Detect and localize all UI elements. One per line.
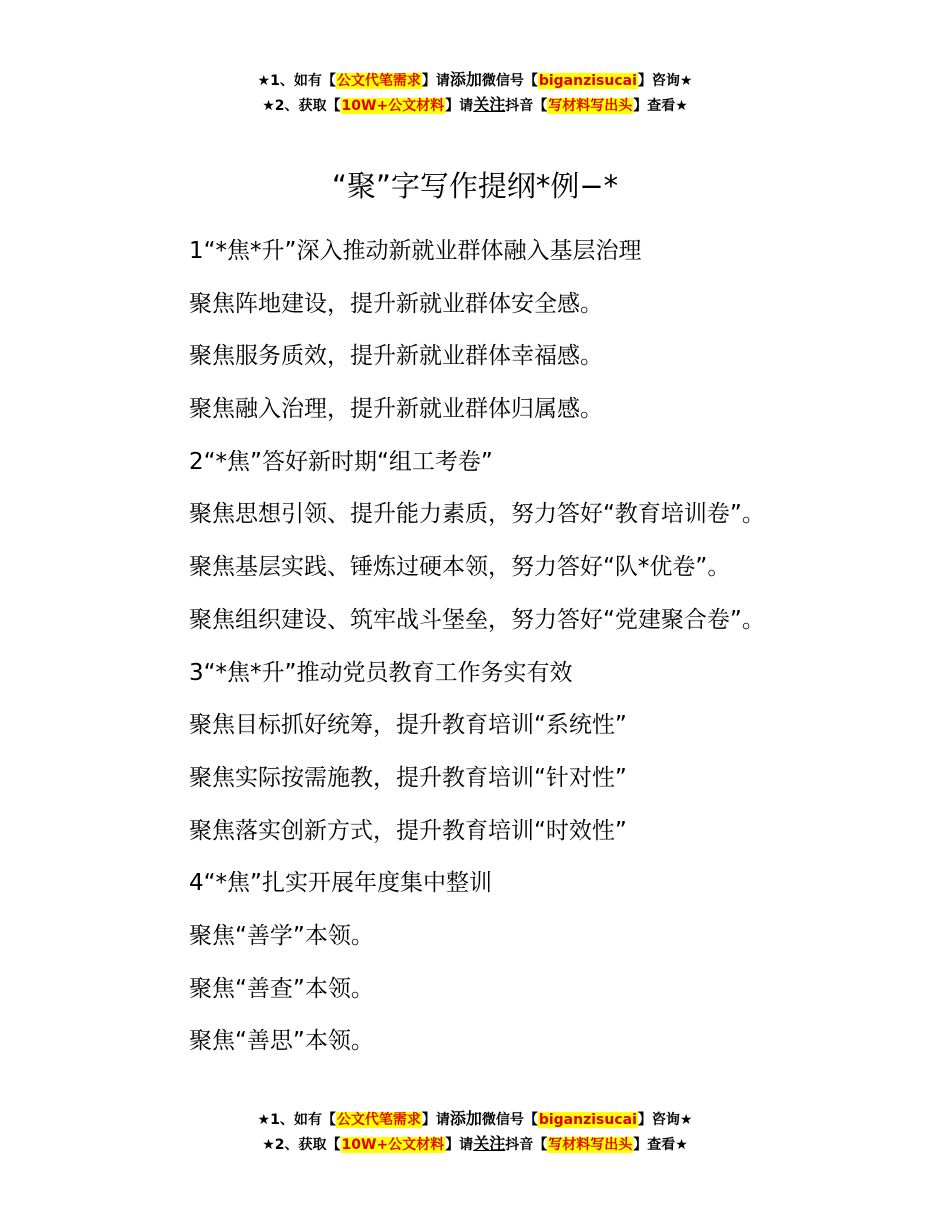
bottom-banner — [0, 1107, 950, 1157]
banner-text: 抖音【 — [505, 98, 548, 114]
banner-text: 】查看★ — [633, 1137, 688, 1153]
banner-line-2 — [0, 93, 950, 118]
document-title: “聚”字写作提纲*例−* — [331, 169, 619, 203]
body-line: 聚焦落实创新方式，提升教育培训“时效性” — [189, 817, 627, 844]
body-line: 聚焦思想引领、提升能力素质，努力答好“教育培训卷”。 — [189, 501, 765, 528]
body-line: 聚焦服务质效，提升新就业群体幸福感。 — [189, 343, 603, 370]
banner-text-emphasis: 添加 — [449, 70, 482, 89]
highlight-wechat-id: biganzisucai — [538, 73, 637, 89]
body-line: 聚焦融入治理，提升新就业群体归属感。 — [189, 396, 603, 423]
banner-text: 抖音【 — [505, 1137, 548, 1153]
banner-line-1 — [0, 68, 950, 93]
highlight-service: 公文代笔需求 — [336, 1112, 421, 1128]
section-heading-4: 4“*焦”扎实开展年度集中整训 — [189, 870, 492, 897]
highlight-douyin-account: 写材料写出头 — [548, 1137, 633, 1153]
banner-line-2 — [0, 1132, 950, 1157]
banner-text: ★1、如有【 — [257, 1112, 336, 1128]
banner-text: 微信号【 — [481, 1112, 538, 1128]
banner-text: 】咨询★ — [637, 1112, 693, 1128]
section-heading-2: 2“*焦”答好新时期“组工考卷” — [189, 448, 493, 475]
banner-text-underlined: 关注 — [473, 95, 506, 114]
banner-line-1 — [0, 1107, 950, 1132]
highlight-materials: 10W+公文材料 — [341, 98, 445, 114]
section-heading-1: 1“*焦*升”深入推动新就业群体融入基层治理 — [189, 238, 642, 264]
body-line: 聚焦组织建设、筑牢战斗堡垒，努力答好“党建聚合卷”。 — [189, 606, 765, 633]
body-line: 聚焦“善查”本领。 — [189, 975, 374, 1002]
banner-text: 】查看★ — [633, 98, 688, 114]
banner-text-emphasis: 添加 — [449, 1109, 482, 1128]
highlight-service: 公文代笔需求 — [336, 73, 421, 89]
banner-text: 微信号【 — [481, 73, 538, 89]
highlight-douyin-account: 写材料写出头 — [548, 98, 633, 114]
body-line: 聚焦目标抓好统筹，提升教育培训“系统性” — [189, 712, 627, 739]
body-line: 聚焦“善学”本领。 — [189, 922, 374, 949]
banner-text-underlined: 关注 — [473, 1134, 506, 1153]
banner-text: 】请 — [445, 98, 474, 114]
top-banner — [0, 68, 950, 118]
document-body — [189, 225, 929, 1068]
banner-text: ★2、获取【 — [262, 98, 341, 114]
banner-text: ★1、如有【 — [257, 73, 336, 89]
banner-text: 】请 — [421, 73, 450, 89]
highlight-materials: 10W+公文材料 — [341, 1137, 445, 1153]
body-line: 聚焦实际按需施教，提升教育培训“针对性” — [189, 764, 627, 791]
section-heading-3: 3“*焦*升”推动党员教育工作务实有效 — [189, 659, 573, 686]
body-line: 聚焦基层实践、锤炼过硬本领，努力答好“队*优卷”。 — [189, 554, 731, 581]
banner-text: 】请 — [445, 1137, 474, 1153]
body-line: 聚焦“善思”本领。 — [189, 1028, 374, 1055]
banner-text: 】请 — [421, 1112, 450, 1128]
banner-text: ★2、获取【 — [262, 1137, 341, 1153]
highlight-wechat-id: biganzisucai — [538, 1112, 637, 1128]
banner-text: 】咨询★ — [637, 73, 693, 89]
body-line: 聚焦阵地建设，提升新就业群体安全感。 — [189, 290, 603, 317]
